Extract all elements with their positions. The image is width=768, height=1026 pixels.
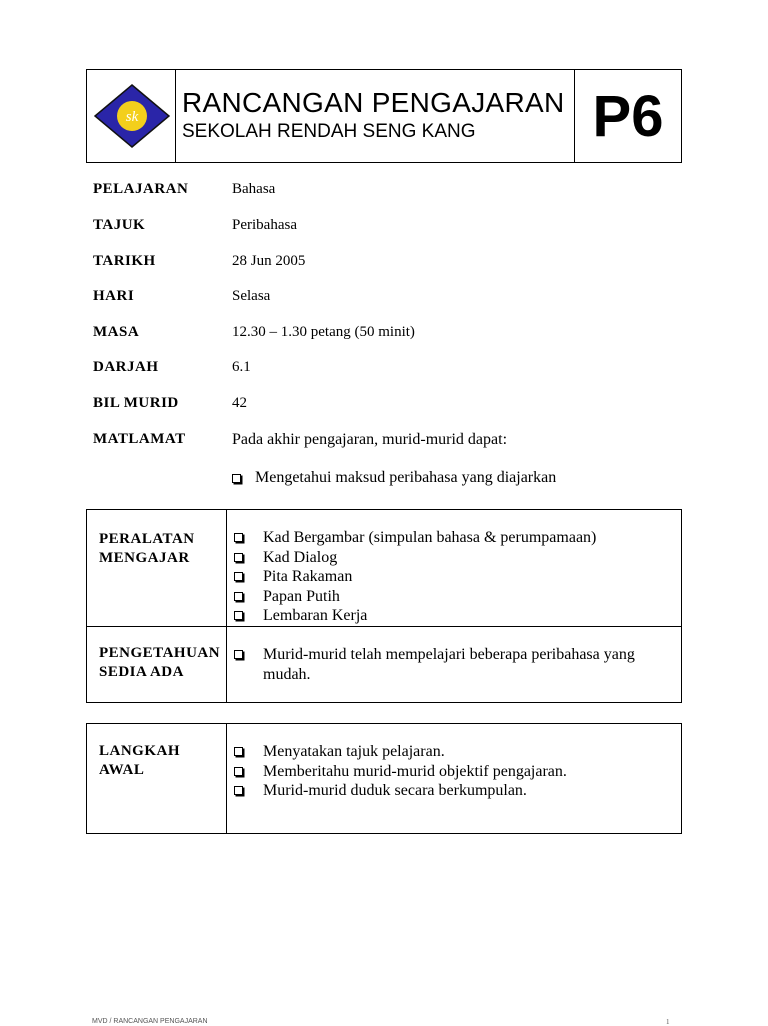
checkbox-icon xyxy=(234,553,243,562)
table-row xyxy=(87,510,681,627)
checkbox-icon xyxy=(234,786,243,795)
list-item xyxy=(234,587,681,607)
header-table xyxy=(86,69,682,163)
code-cell xyxy=(574,70,681,162)
table-row xyxy=(87,627,681,703)
info-value: Bahasa xyxy=(232,181,276,197)
info-label: MASA xyxy=(93,324,140,340)
row-label-line: SEDIA ADA xyxy=(99,664,184,680)
info-label: DARJAH xyxy=(93,359,159,375)
checkbox-icon xyxy=(234,767,243,776)
list-item-text: Lembaran Kerja xyxy=(263,607,368,624)
info-row xyxy=(93,431,653,453)
logo-cell xyxy=(87,70,176,162)
info-label: TAJUK xyxy=(93,217,146,233)
document-title: RANCANGAN PENGAJARAN xyxy=(182,87,565,118)
row-label xyxy=(87,627,227,703)
list-item-text: Murid-murid duduk secara berkumpulan. xyxy=(263,782,527,799)
objective-text: Mengetahui maksud peribahasa yang diajarkan xyxy=(255,469,557,486)
list-item xyxy=(234,742,681,762)
row-content xyxy=(227,510,681,626)
checkbox-icon xyxy=(232,474,241,483)
resources-table xyxy=(86,509,682,703)
list-item xyxy=(234,528,681,548)
steps-table xyxy=(86,723,682,834)
school-name: SEKOLAH RENDAH SENG KANG xyxy=(182,121,476,142)
checkbox-icon xyxy=(234,572,243,581)
list-item xyxy=(234,606,681,626)
row-label-line: LANGKAH xyxy=(99,743,181,759)
info-row xyxy=(93,253,653,275)
info-label: TARIKH xyxy=(93,253,156,269)
list-item-text: Murid-murid telah mempelajari beberapa peribahasa yang mudah. xyxy=(263,646,635,683)
list-item-text: Memberitahu murid-murid objektif pengajaran. xyxy=(263,762,567,780)
info-label: BIL MURID xyxy=(93,395,179,411)
plan-code: P6 xyxy=(592,83,664,149)
row-label-line: PENGETAHUAN xyxy=(99,645,221,661)
list-item xyxy=(234,567,681,587)
info-label: PELAJARAN xyxy=(93,181,189,197)
info-value: Peribahasa xyxy=(232,217,297,233)
school-logo xyxy=(94,84,170,148)
info-row xyxy=(93,217,653,239)
info-row xyxy=(93,359,653,381)
info-value: 28 Jun 2005 xyxy=(232,253,306,269)
objective-item xyxy=(232,469,556,487)
row-label-line: MENGAJAR xyxy=(99,550,190,566)
info-value: Selasa xyxy=(232,288,271,304)
list-item-text: Kad Bergambar (simpulan bahasa & perumpamaan) xyxy=(263,529,597,546)
info-value: Pada akhir pengajaran, murid-murid dapat: xyxy=(232,431,508,448)
info-row xyxy=(93,288,653,310)
footer-text: MVD / RANCANGAN PENGAJARAN xyxy=(92,1018,208,1025)
info-label: HARI xyxy=(93,288,135,304)
row-content xyxy=(227,724,681,833)
list-item xyxy=(234,645,661,684)
list-item-text: Kad Dialog xyxy=(263,548,338,566)
row-label xyxy=(87,724,227,833)
row-label-line: AWAL xyxy=(99,762,145,778)
checkbox-icon xyxy=(234,650,243,659)
row-label-line: PERALATAN xyxy=(99,531,195,547)
list-item-text: Menyatakan tajuk pelajaran. xyxy=(263,743,445,760)
checkbox-icon xyxy=(234,611,243,620)
list-item xyxy=(234,781,681,801)
list-item xyxy=(234,548,681,568)
title-cell xyxy=(176,70,574,162)
info-row xyxy=(93,395,653,417)
info-value: 42 xyxy=(232,395,247,411)
row-label xyxy=(87,510,227,626)
table-row xyxy=(87,724,681,833)
row-content xyxy=(227,627,681,703)
svg-text:sk: sk xyxy=(125,109,139,125)
checkbox-icon xyxy=(234,747,243,756)
info-value: 6.1 xyxy=(232,359,251,375)
info-label: MATLAMAT xyxy=(93,431,186,447)
checkbox-icon xyxy=(234,592,243,601)
info-row xyxy=(93,181,653,203)
page-number: 1 xyxy=(666,1018,670,1026)
list-item-text: Pita Rakaman xyxy=(263,568,353,585)
checkbox-icon xyxy=(234,533,243,542)
info-value: 12.30 – 1.30 petang (50 minit) xyxy=(232,324,415,340)
info-row xyxy=(93,324,653,346)
list-item xyxy=(234,762,681,782)
list-item-text: Papan Putih xyxy=(263,587,340,605)
